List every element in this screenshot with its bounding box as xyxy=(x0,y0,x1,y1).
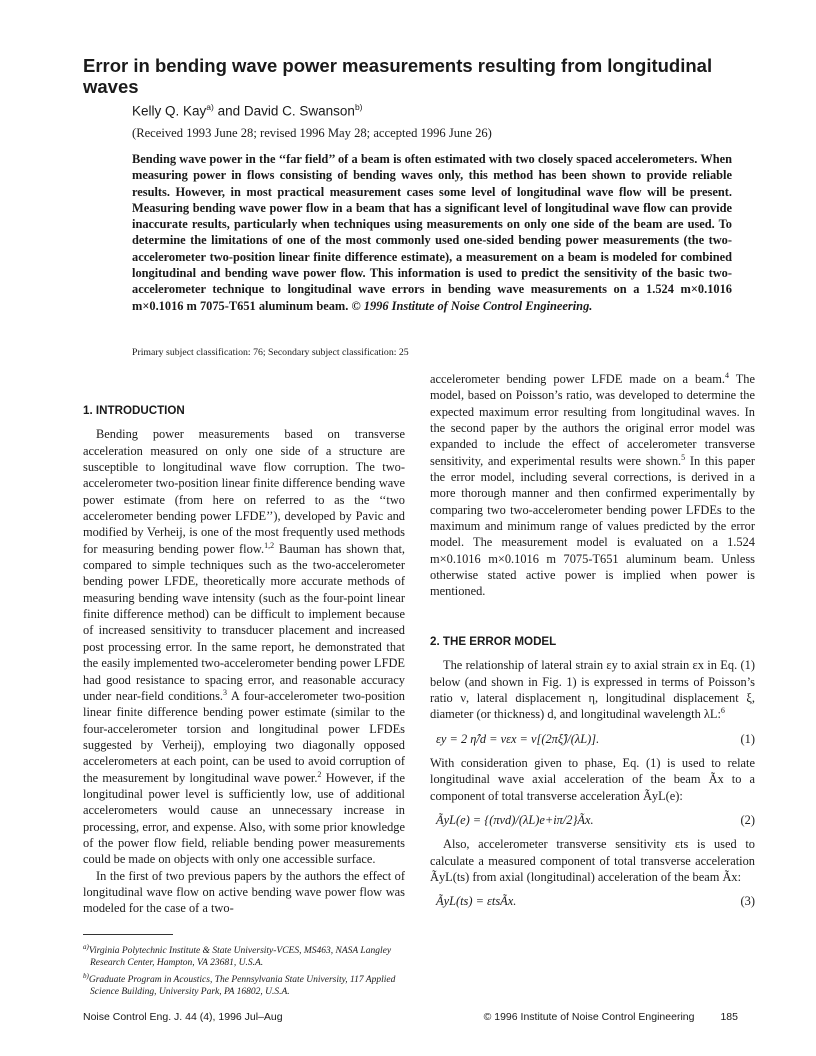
intro-text-b: Bauman has shown that, compared to simple techniques such as the two-accelerometer bending power LFDE, theoretically more accurate methods of measuring bending wave intensity (such as the four-point linear finite difference method) can be difficult to implement because of increased sensitivity to transducer placement and increased post processing error. In the same report, he demonstrated that the easily implemented two-accelerometer bending power LFDE had good resistance to spacing error, and reasonable accuracy under near-field conditions. xyxy=(83,541,406,703)
abstract-text: Bending wave power in the ‘‘far field’’ of a beam is often estimated with two closely spaced accelerometers. When measuring power in flows consisting of bending waves only, this method has been shown to provide reliable results. However, in most practical measurement cases some level of longitudinal wave flow will be present. Measuring bending wave power flow in a beam that has a significant level of longitudinal wave flow can provide inaccurate results, particularly when techniques using measurements on only one side of the beam are used. To determine the limitations of one of the most commonly used one-sided bending power measurements (the two-accelerometer two-position linear finite difference estimate), a measurement on a beam is modeled for combined longitudinal and bending wave power flow. This information is used to predict the sensitivity of the basic two-accelerometer technique to longitudinal wave errors in bending wave measurements on a 1.524 m×0.1016 m×0.1016 m 7075-T651 aluminum beam. xyxy=(132,152,732,313)
footnote-b-mark: b) xyxy=(83,971,89,980)
right-column xyxy=(430,371,755,910)
intro-paragraph-1 xyxy=(83,426,405,867)
citation-5: 5 xyxy=(681,452,686,462)
footnote-b xyxy=(83,970,405,999)
footnote-rule xyxy=(83,934,173,935)
author-line xyxy=(132,102,363,119)
section-heading-error-model: 2. THE ERROR MODEL xyxy=(430,634,557,648)
citation-4: 4 xyxy=(724,370,729,380)
right-text-b: The model, based on Poisson’s ratio, was developed to determine the expected maximum error resulting from longitudinal waves. In the second paper by the authors the original error model was expanded to include the effect of accelerometer transverse sensitivity, and experimental results were shown. xyxy=(430,372,755,468)
equation-2-body: ÃyL(e) = {(πνd)/(λL)e+iπ/2}Ãx. xyxy=(436,812,594,827)
author-swanson: David C. Swanson xyxy=(243,103,355,119)
received-dates: (Received 1993 June 28; revised 1996 May 28; accepted 1996 June 26) xyxy=(132,126,492,140)
intro-text-c: A four-accelerometer two-position linear finite difference bending power estimate (similar to the four-accelerometer torsion and longitudinal power LFDEs suggested by Verheij), employing two diagonally opposed accelerometers at each point, can be used to avoid corruption of the measurement by longitudinal wave power. xyxy=(83,688,405,785)
equation-2 xyxy=(430,812,755,828)
intro-paragraph-continued xyxy=(430,371,755,600)
author-kay: Kelly Q. Kay xyxy=(132,103,207,119)
abstract xyxy=(132,151,732,314)
footnote-b-text: Graduate Program in Acoustics, The Pennsylvania State University, 117 Applied Science Building, University Park, PA 16802, U.S.A. xyxy=(88,974,396,997)
footer-journal: Noise Control Eng. J. 44 (4), 1996 Jul–Aug xyxy=(83,1011,283,1023)
equation-3 xyxy=(430,893,755,909)
author-conjunction: and xyxy=(213,103,244,119)
citation-3: 3 xyxy=(223,687,228,697)
paper-title: Error in bending wave power measurements resulting from longitudinal waves xyxy=(83,55,713,97)
intro-paragraph-2: In the first of two previous papers by the authors the effect of longitudinal wave flow on active bending wave power flow was modeled for the case of a two- xyxy=(83,868,405,916)
page-footer xyxy=(83,1011,738,1023)
abstract-copyright: © 1996 Institute of Noise Control Engineering. xyxy=(351,298,593,313)
footnotes xyxy=(83,941,405,998)
footer-right xyxy=(484,1011,738,1023)
subject-classification: Primary subject classification: 76; Secondary subject classification: 25 xyxy=(132,347,409,358)
right-text-a: accelerometer bending power LFDE made on a beam. xyxy=(430,372,725,386)
intro-text-a: Bending power measurements based on transverse acceleration measured on only one side of a structure are susceptible to longitudinal wave flow corruption. The two-accelerometer two-position linear finite difference bending wave power estimate (from here on referred to as the ‘‘two accelerometer bending power LFDE’’), developed by Pavic and modified by Verheij, is one of the most frequently used methods for measuring bending power flow. xyxy=(83,427,405,556)
error-text-1: The relationship of lateral strain εy to axial strain εx in Eq. (1) below (and shown in Fig. 1) is expressed in terms of Poisson’s ratio ν, lateral displacement η, longitudinal displacement ξ, diameter (or thickness) d, and longitudinal wavelength λL: xyxy=(430,658,755,722)
footnote-a-mark: a) xyxy=(83,943,89,951)
page-number: 185 xyxy=(720,1011,738,1023)
affiliation-mark-b: b) xyxy=(354,102,363,112)
footer-copyright: © 1996 Institute of Noise Control Engineering xyxy=(483,1011,695,1023)
equation-1 xyxy=(430,731,755,747)
citation-6: 6 xyxy=(720,706,725,716)
equation-3-body: ÃyL(ts) = εtsÃx. xyxy=(436,894,517,909)
equation-1-number: (1) xyxy=(740,731,755,746)
intro-text-d: However, if the longitudinal power level is sufficiently low, use of additional accelerometers would cause an unnecessary increase in processing, error, and expense. Also, with some prior knowledge of the power flow field, reliable bending power measurements could be made on objects with only one accessible surface. xyxy=(83,770,405,867)
equation-2-number: (2) xyxy=(740,812,755,827)
equation-3-number: (3) xyxy=(740,894,755,909)
error-model-paragraph-3: Also, accelerometer transverse sensitivity εts is used to calculate a measured component of total transverse acceleration ÃyL(ts) from axial (longitudinal) acceleration of the beam Ãx: xyxy=(430,837,755,884)
right-text-c: In this paper the error model, including several corrections, is derived in a more thorough manner and then confirmed experimentally by comparing two two-accelerometer bending power LFDEs to the maximum and minimum range of values predicted by the error model. The measurement model is evaluated on a 1.524 m×0.1016 m×0.1016 m 7075-T651 aluminum beam. Unless otherwise stated active power is implied when power is mentioned. xyxy=(430,453,755,599)
error-model-paragraph-2: With consideration given to phase, Eq. (1) is used to relate longitudinal wave axial acceleration of the beam Ãx to a component of total transverse acceleration ÃyL(e): xyxy=(430,755,755,803)
left-column xyxy=(83,403,405,917)
section-heading-introduction: 1. INTRODUCTION xyxy=(83,404,185,417)
footnote-a-text: Virginia Polytechnic Institute & State University-VCES, MS463, NASA Langley Research Center, Hampton, VA 23681, U.S.A. xyxy=(88,946,392,969)
affiliation-mark-a: a) xyxy=(206,102,214,112)
error-model-paragraph-1 xyxy=(430,657,755,722)
citation-2: 2 xyxy=(317,769,322,779)
footnote-a xyxy=(83,941,405,970)
citation-1-2: 1,2 xyxy=(264,540,275,550)
equation-1-body: εy = 2 η̂/d = νεx = ν[(2πξ̂)/(λL)]. xyxy=(436,731,600,746)
